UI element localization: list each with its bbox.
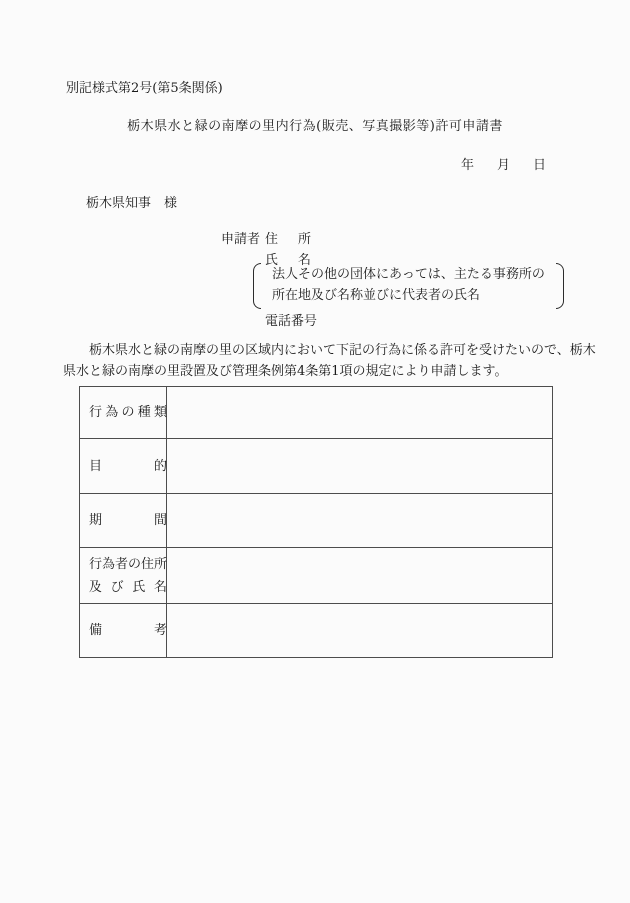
date-line [461,154,546,173]
row-value-cell [167,494,552,547]
application-table [79,386,553,658]
row-label: 期間 [89,513,167,528]
corporate-note-line-1: 法人その他の団体にあっては、主たる事務所の [272,267,545,282]
applicant-address-label: 住所 [265,232,311,247]
corporate-note [253,263,564,309]
left-bracket [253,263,261,309]
row-value-cell [167,548,552,603]
day-label: 日 [533,158,547,173]
body-paragraph [63,340,596,382]
applicant-label: 申請者 [221,232,261,247]
table-row-period [80,493,552,547]
row-label-cell [80,387,167,438]
table-row-activity-type [80,387,552,438]
row-label: 行為の種類 [89,405,167,420]
month-label: 月 [497,158,511,173]
corporate-note-line-2: 所在地及び名称並びに代表者の氏名 [272,288,481,303]
row-label-line-2: 及び氏名 [89,579,167,595]
phone-label: 電話番号 [265,314,318,329]
table-row-purpose [80,438,552,493]
row-label-cell [80,494,167,547]
row-label: 目的 [89,458,167,474]
right-bracket [556,263,564,309]
table-row-remarks [80,603,552,657]
row-label: 備考 [89,623,167,638]
row-value-cell [167,604,552,657]
body-paragraph-line-1: 栃木県水と緑の南摩の里の区域内において下記の行為に係る許可を受けたいので、栃木 [89,343,596,358]
row-label-line-1: 行為者の住所 [89,556,168,572]
row-label-cell [80,548,167,603]
row-value-cell [167,387,552,438]
form-title: 栃木県水と緑の南摩の里内行為(販売、写真撮影等)許可申請書 [127,119,503,134]
table-row-actor-address-name [80,547,552,603]
corporate-note-text [261,263,556,309]
row-label-cell [80,604,167,657]
body-paragraph-line-2: 県水と緑の南摩の里設置及び管理条例第4条第1項の規定により申請します。 [63,364,508,379]
row-label-cell [80,439,167,493]
row-value-cell [167,439,552,493]
applicant-name-label: 氏名 [265,253,311,268]
form-number: 別記様式第2号(第5条関係) [66,81,223,96]
addressee: 栃木県知事 様 [86,196,178,211]
year-label: 年 [461,158,475,173]
